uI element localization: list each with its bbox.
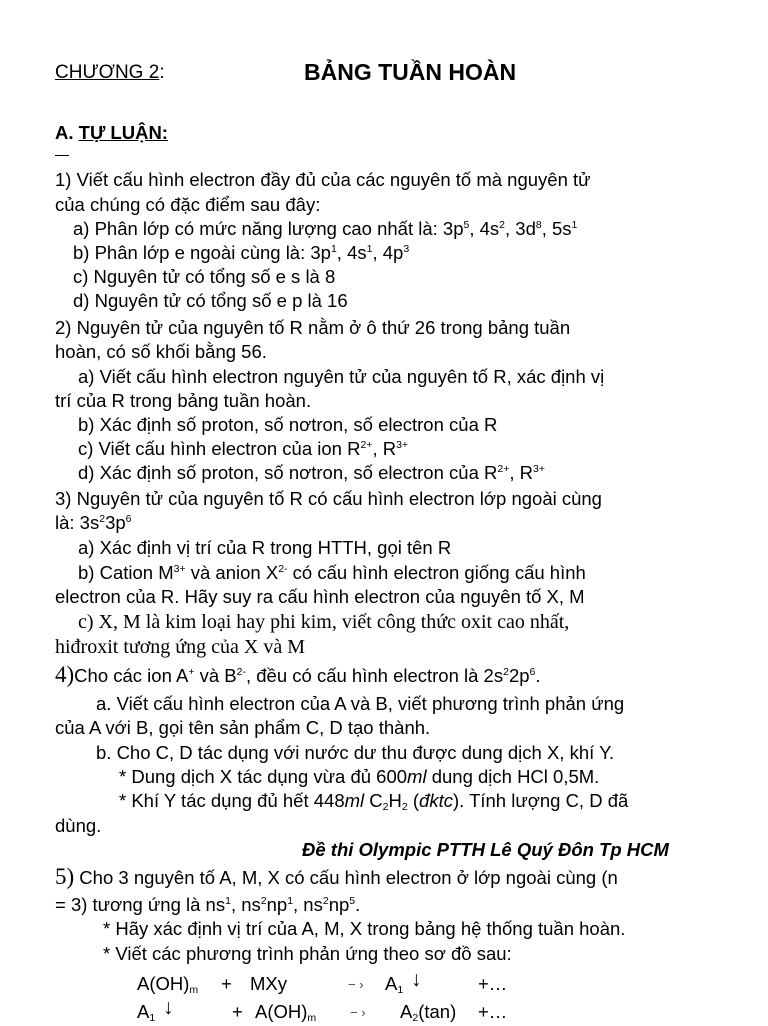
eq2-b: A(OH)	[255, 1001, 308, 1022]
q2-item-a-line2: trí của R trong bảng tuần hoàn.	[55, 390, 312, 411]
q3-b-text3: có cấu hình electron giống cấu hình	[287, 562, 586, 583]
q5-l2-sup1: 1	[225, 895, 231, 907]
section-prefix: A.	[55, 122, 79, 143]
q4-sup2: 2-	[236, 666, 246, 678]
q2-intro-line1: 2) Nguyên tử của nguyên tố R nằm ở ô thứ 26 trong bảng tuần	[55, 317, 571, 338]
eq1-reactant2: MXy	[250, 973, 287, 994]
q4-item-b: b. Cho C, D tác dụng với nước dư thu được dung dịch X, khí Y.	[96, 742, 615, 763]
eq1-c: A	[385, 973, 398, 994]
eq2-product	[400, 1001, 456, 1025]
q4-text3: , đều có cấu hình electron là 2s	[245, 665, 504, 686]
q5-l2-text1: = 3) tương ứng là ns	[55, 894, 226, 915]
q5-l2-sup2: 2	[260, 895, 267, 907]
q1-item-d: d) Nguyên tử có tổng số e p là 16	[73, 290, 348, 311]
q1-b-sup3: 3	[403, 243, 410, 255]
q2-item-b: b) Xác định số proton, số nơtron, số electron của R	[78, 414, 498, 435]
q5-number: 5)	[55, 864, 75, 889]
q1-item-c: c) Nguyên tử có tổng số e s là 8	[73, 266, 336, 287]
q3-item-a: a) Xác định vị trí của R trong HTTH, gọi tên R	[78, 537, 452, 558]
q4-item-b-point2	[119, 790, 628, 814]
eq1-precipitate-icon: ↓	[411, 968, 422, 991]
eq1-tail: +…	[478, 973, 508, 994]
q3-b-sup1: 3+	[173, 563, 186, 575]
q1-a-text2: , 4s	[469, 218, 500, 239]
q3-intro2-text2: 3p	[105, 512, 126, 533]
q2-d-sup2: 3+	[532, 463, 545, 475]
q3-intro2-sup2: 6	[125, 513, 132, 525]
q5-point1: * Hãy xác định vị trí của A, M, X trong bảng hệ thống tuần hoàn.	[103, 918, 626, 939]
q3-item-b-line2: electron của R. Hãy suy ra cấu hình electron của nguyên tố X, M	[55, 586, 585, 607]
q4-item-a-line1: a. Viết cấu hình electron của A và B, viết phương trình phản ứng	[96, 693, 625, 714]
eq1-product	[385, 973, 403, 997]
q2-item-a-line1: a) Viết cấu hình electron nguyên tử của nguyên tố R, xác định vị	[78, 366, 605, 387]
q5-intro-line2	[55, 894, 360, 918]
eq2-b-sub: m	[307, 1012, 317, 1024]
q1-a-sup2: 2	[499, 219, 505, 231]
q1-item-a	[73, 218, 577, 242]
q3-intro-line1: 3) Nguyên tử của nguyên tố R có cấu hình electron lớp ngoài cùng	[55, 488, 602, 509]
q4-sup1: +	[188, 666, 195, 678]
q2-c-text2: , R	[372, 438, 397, 459]
q4-b1-text2: dung dịch HCl 0,5M.	[426, 766, 600, 787]
q5-text1: Cho 3 nguyên tố A, M, X có cấu hình electron ở lớp ngoài cùng (n	[74, 867, 618, 888]
q3-b-text2: và anion X	[185, 562, 279, 583]
q4-text1: Cho các ion A	[74, 665, 189, 686]
q3-b-sup2: 2-	[278, 563, 288, 575]
q4-text2: và B	[194, 665, 237, 686]
q1-intro-line2: của chúng có đặc điểm sau đây:	[55, 194, 321, 215]
chapter-label	[55, 62, 165, 86]
q4-b1-unit: ml	[407, 766, 427, 787]
q2-d-text: d) Xác định số proton, số nơtron, số electron của R	[78, 462, 498, 483]
q1-a-text: a) Phân lớp có mức năng lượng cao nhất là: 3p	[73, 218, 464, 239]
q4-text5: .	[535, 665, 541, 686]
q2-item-d	[78, 462, 545, 486]
q4-b2-sub2: 2	[401, 801, 408, 813]
q3-item-c-line2: hiđroxit tương ứng của X và M	[55, 636, 305, 658]
q4-intro	[55, 664, 541, 688]
eq2-c-state: (tan)	[418, 1001, 457, 1022]
q4-text4: 2p	[508, 665, 530, 686]
eq2-c: A	[400, 1001, 413, 1022]
q2-c-sup1: 2+	[360, 439, 373, 451]
q1-b-text2: , 4s	[336, 242, 367, 263]
q5-l2-sup5: 5	[349, 895, 356, 907]
eq2-plus: +	[232, 1001, 243, 1022]
q4-b2-text2: C	[364, 790, 383, 811]
q4-item-a-line2: của A với B, gọi tên sản phẩm C, D tạo thành.	[55, 717, 431, 738]
eq1-a-sub: m	[189, 984, 199, 996]
eq2-reactant1	[137, 1001, 155, 1025]
q5-l2-sup3: 1	[287, 895, 294, 907]
eq2-precipitate-icon: ↓	[163, 996, 174, 1019]
eq2-a-sub: 1	[149, 1012, 156, 1024]
q4-source: Đề thi Olympic PTTH Lê Quý Đôn Tp HCM	[302, 839, 669, 860]
q1-b-text: b) Phân lớp e ngoài cùng là: 3p	[73, 242, 331, 263]
q4-b2-sub1: 2	[382, 801, 389, 813]
q5-l2-text4: , ns	[293, 894, 323, 915]
q3-item-c-line1: c) X, M là kim loại hay phi kim, viết công thức oxit cao nhất,	[78, 611, 570, 633]
q5-l2-text5: np	[328, 894, 350, 915]
q4-b1-text1: * Dung dịch X tác dụng vừa đủ 600	[119, 766, 408, 787]
q4-b2-text5: ). Tính lượng C, D đã	[452, 790, 629, 811]
eq1-arrow-icon: − ›	[348, 977, 364, 992]
q2-d-text2: , R	[509, 462, 533, 483]
q3-intro-line2	[55, 512, 131, 536]
eq2-tail: +…	[478, 1001, 508, 1022]
chapter-number: CHƯƠNG 2	[55, 62, 160, 83]
q3-intro2-text: là: 3s	[55, 512, 100, 533]
q1-a-sup3: 8	[535, 219, 542, 231]
q4-b2-text1: * Khí Y tác dụng đủ hết 448	[119, 790, 345, 811]
q4-item-b-point1	[119, 766, 599, 790]
q3-intro2-sup1: 2	[99, 513, 106, 525]
chapter-colon: :	[159, 62, 165, 83]
eq2-reactant2	[255, 1001, 316, 1025]
q5-point2: * Viết các phương trình phản ứng theo sơ đồ sau:	[103, 943, 512, 964]
q4-number: 4)	[55, 662, 75, 687]
q5-l2-text3: np	[266, 894, 288, 915]
q4-b2-text4: (	[407, 790, 420, 811]
q4-b2-unit: ml	[344, 790, 365, 811]
q4-b2-text3: H	[388, 790, 402, 811]
q3-item-b-line1	[78, 562, 586, 586]
q4-b2-condition: đktc	[419, 790, 453, 811]
q2-d-sup1: 2+	[497, 463, 510, 475]
q2-intro-line2: hoàn, có số khối bằng 56.	[55, 341, 267, 362]
q1-b-sup1: 1	[330, 243, 337, 255]
eq1-reactant1	[137, 973, 198, 997]
eq1-a: A(OH)	[137, 973, 190, 994]
eq2-c-sub: 2	[412, 1012, 419, 1024]
q4-sup3: 2	[503, 666, 509, 678]
eq2-arrow-icon: − ›	[350, 1005, 366, 1020]
q1-a-sup1: 5	[463, 219, 470, 231]
eq2-a: A	[137, 1001, 150, 1022]
q5-intro-line1	[55, 866, 618, 890]
q5-l2-text6: .	[355, 894, 361, 915]
q2-c-text: c) Viết cấu hình electron của ion R	[78, 438, 361, 459]
q1-intro-line1: 1) Viết cấu hình electron đầy đủ của các nguyên tố mà nguyên tử	[55, 169, 591, 190]
q1-a-text3: , 3d	[505, 218, 536, 239]
q1-b-text3: , 4p	[372, 242, 404, 263]
q5-l2-text2: , ns	[230, 894, 261, 915]
eq1-c-sub: 1	[397, 984, 404, 996]
q3-b-text1: b) Cation M	[78, 562, 174, 583]
q2-item-c	[78, 438, 408, 462]
q4-sup4: 6	[529, 666, 536, 678]
eq1-plus: +	[221, 973, 232, 994]
section-label: TỰ LUẬN:	[78, 122, 168, 143]
page-title: BẢNG TUẦN HOÀN	[304, 59, 517, 85]
divider-mark	[55, 155, 69, 156]
q1-item-b	[73, 242, 409, 266]
q4-item-b-point2-cont: dùng.	[55, 815, 102, 836]
q1-b-sup2: 1	[366, 243, 373, 255]
q1-a-text4: , 5s	[541, 218, 572, 239]
q5-l2-sup4: 2	[322, 895, 329, 907]
q2-c-sup2: 3+	[396, 439, 409, 451]
section-heading	[55, 122, 168, 146]
q1-a-sup4: 1	[571, 219, 578, 231]
